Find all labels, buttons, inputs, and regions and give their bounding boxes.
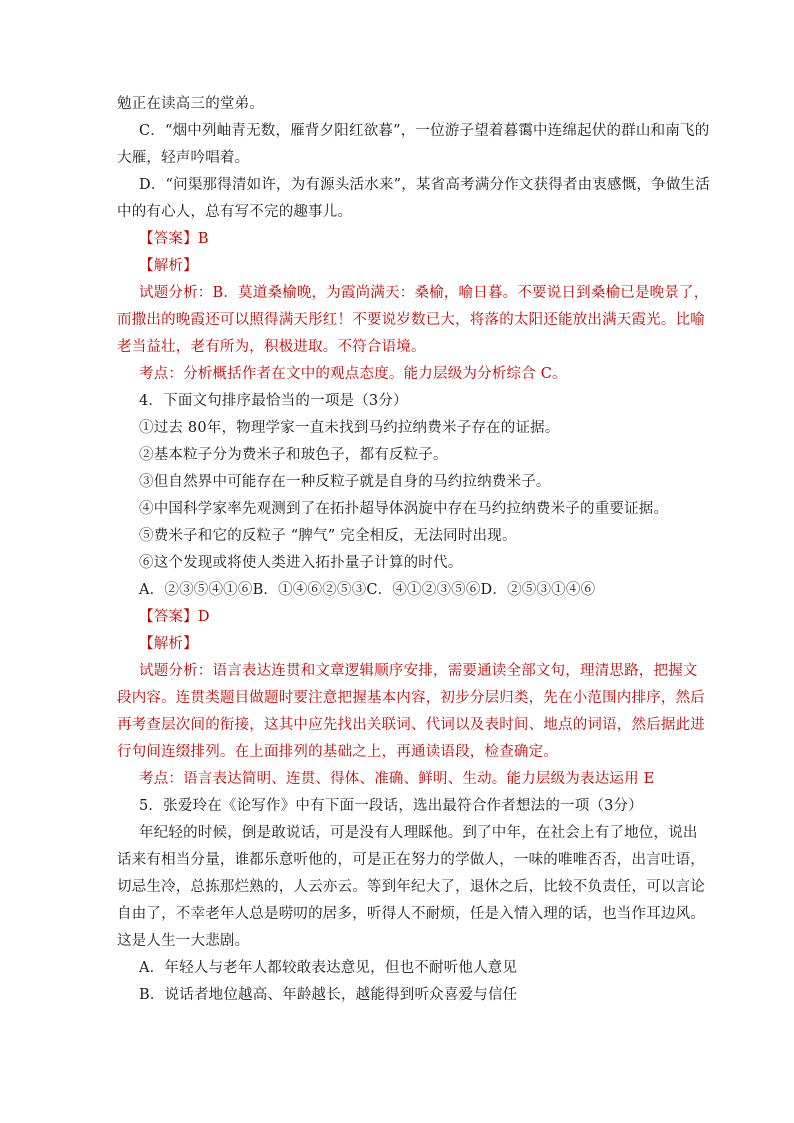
analysis-text: 试题分析：B．莫道桑榆晚，为霞尚满天：桑榆，喻日暮。不要说日到桑榆已是晚景了， bbox=[139, 285, 709, 301]
question-4-sentence: ⑤费米子和它的反粒子 “脾气” 完全相反，无法同时出现。 bbox=[139, 528, 517, 544]
question-4-sentence: ⑥这个发现或将使人类进入拓扑量子计算的时代。 bbox=[139, 555, 463, 571]
text-line: 勉正在读高三的堂弟。 bbox=[117, 96, 264, 112]
analysis-label: 【解析】 bbox=[139, 258, 198, 274]
option-c: C．“烟中列岫青无数，雁背夕阳红欲暮”，一位游子望着暮霭中连绵起伏的群山和南飞的 bbox=[139, 123, 710, 139]
answer-value: D bbox=[197, 609, 210, 625]
option-b: B．说话者地位越高、年龄越长，越能得到听众喜爱与信任 bbox=[139, 987, 518, 1003]
analysis-text: 行句间连缀排列。在上面排列的基础之上，再通读语段，检查确定。 bbox=[117, 744, 558, 760]
analysis-text: 段内容。连贯类题目做题时要注意把握基本内容，初步分层归类，先在小范围内排序，然后 bbox=[117, 690, 705, 706]
analysis-text: 试题分析：语言表达连贯和文章逻辑顺序安排，需要通读全部文句，理清思路，把握文 bbox=[139, 663, 698, 679]
option-b: B．①④⑥②⑤③ bbox=[252, 582, 367, 598]
passage-text: 话来有相当分量，谁都乐意听他的，可是正在努力的学做人，一味的唯唯否否，出言吐语， bbox=[117, 852, 705, 868]
analysis-label: 【解析】 bbox=[139, 636, 198, 652]
kaodian-text: 考点：语言表达简明、连贯、得体、准确、鲜明、生动。能力层级为表达运用 E bbox=[139, 771, 655, 787]
question-4-sentence: ②基本粒子分为费米子和玻色子，都有反粒子。 bbox=[139, 447, 448, 463]
option-c: C．④①②③⑤⑥ bbox=[366, 582, 481, 598]
option-a: A．②③⑤④①⑥ bbox=[139, 582, 253, 598]
kaodian-text: 考点：分析概括作者在文中的观点态度。能力层级为分析综合 C。 bbox=[139, 366, 567, 382]
question-4-sentence: ③但自然界中可能存在一种反粒子就是自身的马约拉纳费米子。 bbox=[139, 474, 551, 490]
question-4-options bbox=[139, 580, 684, 600]
answer-label: 【答案】 bbox=[139, 609, 198, 625]
passage-text: 切忌生冷，总拣那烂熟的，人云亦云。等到年纪大了，退休之后，比较不负责任，可以言论 bbox=[117, 879, 705, 895]
passage-text: 自由了，不幸老年人总是唠叨的居多，听得人不耐烦，任是入情入理的话，也当作耳边风。 bbox=[117, 906, 705, 922]
text-line: 中的有心人，总有写不完的趣事儿。 bbox=[117, 204, 353, 220]
answer-value: B bbox=[197, 231, 209, 247]
question-5-title: 5．张爱玲在《论写作》中有下面一段话，选出最符合作者想法的一项（3分） bbox=[139, 798, 643, 814]
question-4-sentence: ④中国科学家率先观测到了在拓扑超导体涡旋中存在马约拉纳费米子的重要证据。 bbox=[139, 501, 669, 517]
answer-line-1 bbox=[139, 229, 684, 249]
passage-text: 年纪轻的时候，倒是敢说话，可是没有人理睬他。到了中年，在社会上有了地位，说出 bbox=[139, 825, 698, 841]
question-4-title: 4．下面文句排序最恰当的一项是（3分） bbox=[139, 393, 408, 409]
analysis-text: 老当益壮，老有所为，积极进取。不符合语境。 bbox=[117, 339, 426, 355]
option-d: D．②⑤③①④⑥ bbox=[480, 582, 596, 598]
option-a: A．年轻人与老年人都较敢表达意见，但也不耐听他人意见 bbox=[139, 960, 518, 976]
question-4-sentence: ①过去 80年，物理学家一直未找到马约拉纳费米子存在的证据。 bbox=[139, 420, 560, 436]
text-line: 大雁，轻声吟唱着。 bbox=[117, 150, 250, 166]
answer-line-2 bbox=[139, 607, 684, 627]
analysis-text: 再考查层次间的衔接，这其中应先找出关联词、代词以及表时间、地点的词语，然后据此进 bbox=[117, 717, 705, 733]
answer-label: 【答案】 bbox=[139, 231, 198, 247]
option-d: D．“问渠那得清如许，为有源头活水来”，某省高考满分作文获得者由衷感慨，争做生活 bbox=[139, 177, 710, 193]
passage-text: 这是人生一大悲剧。 bbox=[117, 933, 250, 949]
analysis-text: 而撒出的晚霞还可以照得满天彤红！不要说岁数已大，将落的太阳还能放出满天霞光。比喻 bbox=[117, 312, 705, 328]
